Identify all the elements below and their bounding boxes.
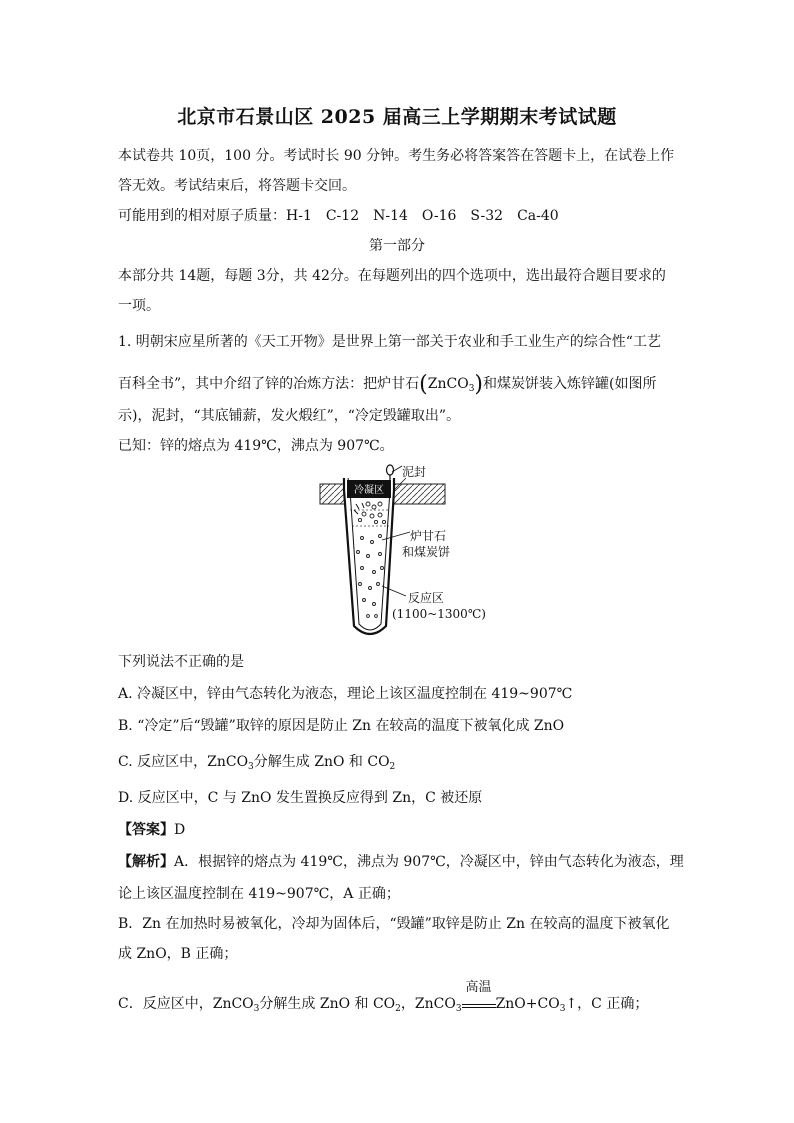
intro-line-2: 答无效。考试结束后，将答题卡交回。 — [118, 178, 356, 194]
analysis-c-subscript-3: 3 — [455, 1004, 462, 1014]
analysis-c-part-d: ZnO+CO — [495, 996, 560, 1012]
label-reaction-zone: 反应区 — [408, 591, 445, 605]
part-desc-2: 一项。 — [118, 298, 160, 314]
condensation-zone-label: 冷凝区 — [354, 485, 384, 496]
zinc-furnace-figure — [310, 456, 500, 656]
label-clay-seal: 泥封 — [402, 465, 427, 479]
formula-subscript: 3 — [468, 384, 475, 394]
analysis-c-part-a: C．反应区中，ZnCO — [118, 996, 254, 1012]
answer-value: D — [174, 822, 186, 838]
label-reaction-temp: (1100~1300℃) — [392, 607, 486, 621]
option-c-subscript-2: 2 — [389, 762, 396, 772]
question-1-stem: 下列说法不正确的是 — [118, 654, 244, 670]
option-a: A. 冷凝区中，锌由气态转化为液态，理论上该区温度控制在 419~907℃ — [118, 686, 573, 702]
answer-line — [118, 820, 185, 840]
analysis-a-line-1 — [118, 852, 684, 872]
option-d: D. 反应区中，C 与 ZnO 发生置换反应得到 Zn，C 被还原 — [118, 790, 483, 806]
label-ore-line-1: 炉甘石 — [410, 529, 447, 543]
reaction-equals-sign — [462, 1004, 496, 1008]
question-1-line-3: 示)，泥封，“其底铺薪，发火煅红”，“冷定毁罐取出”。 — [118, 408, 461, 424]
formula-zinc-carbonate: ZnCO — [427, 376, 469, 392]
reaction-condition — [462, 980, 496, 1008]
page-title: 北京市石景山区 2025 届高三上学期期末考试试题 — [177, 106, 617, 128]
option-c-part-b: 分解生成 ZnO 和 CO — [253, 754, 390, 770]
close-paren: ) — [474, 372, 484, 397]
label-ore-line-2: 和煤炭饼 — [402, 545, 451, 559]
analysis-c-part-b: 分解生成 ZnO 和 CO — [259, 996, 396, 1012]
option-c — [118, 752, 395, 777]
analysis-a-text: A．根据锌的熔点为 419℃，沸点为 907℃，冷凝区中，锌由气态转化为液态，理 — [174, 854, 684, 870]
answer-label: 【答案】 — [118, 822, 174, 838]
analysis-a-line-2: 论上该区温度控制在 419~907℃，A 正确； — [118, 886, 400, 902]
analysis-b-line-1: B．Zn 在加热时易被氧化，冷却为固体后，“毁罐”取锌是防止 Zn 在较高的温度下被氧化 — [118, 916, 670, 932]
option-c-subscript: 3 — [248, 762, 254, 772]
option-b: B. “冷定”后“毁罐”取锌的原因是防止 Zn 在较高的温度下被氧化成 ZnO — [118, 718, 565, 734]
question-1-line-2-part-b: 和煤炭饼装入炼锌罐(如图所 — [483, 376, 657, 392]
question-1-line-2 — [118, 374, 656, 399]
seal-cap — [387, 465, 394, 475]
open-paren: ( — [419, 372, 428, 397]
question-1-line-2-part-a: 百科全书”，其中介绍了锌的冶炼方法：把炉甘石 — [118, 376, 420, 392]
question-1-line-1: 1. 明朝宋应星所著的《天工开物》是世界上第一部关于农业和手工业生产的综合性“工艺 — [118, 334, 661, 350]
analysis-label: 【解析】 — [118, 854, 174, 870]
analysis-c-subscript-2: 2 — [395, 1004, 401, 1014]
option-c-part-a: C. 反应区中，ZnCO — [118, 754, 249, 770]
analysis-c-subscript-4: 3 — [559, 1004, 566, 1014]
part-heading: 第一部分 — [369, 238, 425, 254]
analysis-b-line-2: 成 ZnO，B 正确； — [118, 946, 238, 962]
analysis-c-part-c: ，ZnCO — [400, 996, 456, 1012]
known-conditions: 已知：锌的熔点为 419℃，沸点为 907℃。 — [118, 438, 394, 454]
atomic-mass-line: 可能用到的相对原子质量：H-1 C-12 N-14 O-16 S-32 Ca-40 — [118, 208, 559, 224]
analysis-c-part-e: ↑，C 正确； — [565, 996, 649, 1012]
reaction-condition-label: 高温 — [465, 980, 492, 995]
analysis-c-subscript: 3 — [253, 1004, 260, 1014]
part-desc-1: 本部分共 14题，每题 3分，共 42分。在每题列出的四个选项中，选出最符合题目要求的 — [118, 268, 666, 284]
analysis-c-line — [118, 980, 649, 1019]
intro-line-1: 本试卷共 10页，100 分。考试时长 90 分钟。考生务必将答案答在答题卡上，在试卷上作 — [118, 148, 675, 164]
